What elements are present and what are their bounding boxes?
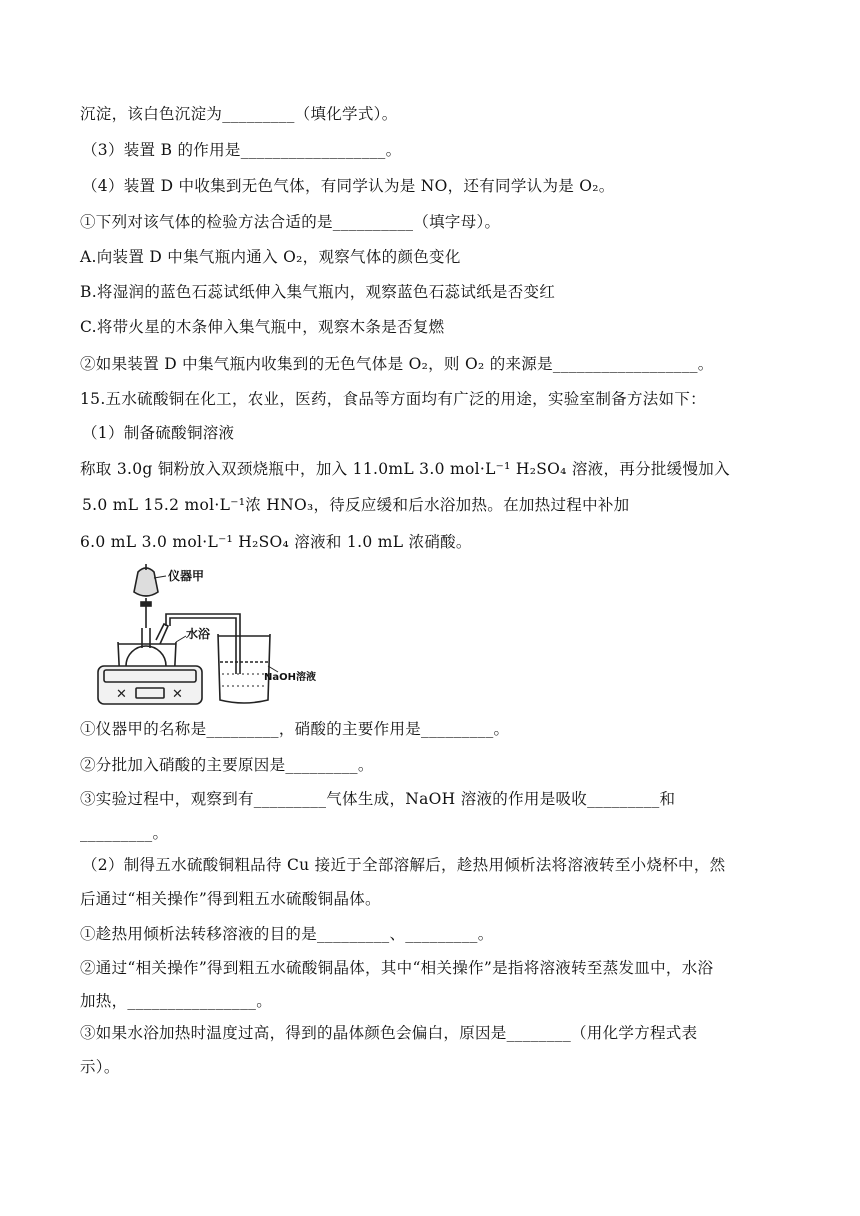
text-line-20: ①趁热用倾析法转移溶液的目的是_________、_________。	[80, 925, 494, 943]
text-line-21: ②通过“相关操作”得到粗五水硫酸铜晶体，其中“相关操作”是指将溶液转至蒸发皿中，水浴	[80, 959, 714, 977]
instrument-label: 仪器甲	[168, 569, 205, 583]
text-line-1: 沉淀，该白色沉淀为_________（填化学式）。	[80, 105, 398, 123]
text-line-23: ③如果水浴加热时温度过高，得到的晶体颜色会偏白，原因是________（用化学方程式表	[80, 1024, 698, 1042]
svg-text:✕: ✕	[116, 687, 127, 702]
text-line-18: （2）制得五水硫酸铜粗品待 Cu 接近于全部溶解后，趁热用倾析法将溶液转至小烧杯中，然	[82, 856, 726, 874]
text-line-2: （3）装置 B 的作用是__________________。	[82, 141, 402, 159]
text-line-15: ②分批加入硝酸的主要原因是_________。	[80, 756, 374, 774]
text-line-16: ③实验过程中，观察到有_________气体生成，NaOH 溶液的作用是吸收_________和	[80, 790, 676, 808]
text-line-12: 5.0 mL 15.2 mol·L⁻¹浓 HNO₃，待反应缓和后水浴加热。在加热过程中补加	[82, 496, 630, 514]
text-line-22: 加热，________________。	[80, 992, 273, 1010]
text-line-9: 15.五水硫酸铜在化工，农业，医药，食品等方面均有广泛的用途，实验室制备方法如下：	[80, 390, 706, 408]
text-line-11: 称取 3.0g 铜粉放入双颈烧瓶中，加入 11.0mL 3.0 mol·L⁻¹ H₂SO₄ 溶液，再分批缓慢加入	[80, 460, 730, 478]
text-line-4: ①下列对该气体的检验方法合适的是__________（填字母）。	[80, 213, 501, 231]
naoh-label: NaOH溶液	[264, 672, 316, 683]
text-line-6: B.将湿润的蓝色石蕊试纸伸入集气瓶内，观察蓝色石蕊试纸是否变红	[80, 283, 556, 301]
text-line-13: 6.0 mL 3.0 mol·L⁻¹ H₂SO₄ 溶液和 1.0 mL 浓硝酸。	[80, 533, 472, 551]
text-line-7: C.将带火星的木条伸入集气瓶中，观察木条是否复燃	[80, 318, 445, 336]
apparatus-figure	[94, 562, 324, 710]
text-line-24: 示）。	[80, 1058, 120, 1076]
text-line-8: ②如果装置 D 中集气瓶内收集到的无色气体是 O₂，则 O₂ 的来源是__________________。	[80, 355, 714, 373]
water-bath-label: 水浴	[186, 627, 211, 641]
svg-text:✕: ✕	[172, 687, 183, 702]
text-line-10: （1）制备硫酸铜溶液	[82, 424, 235, 442]
text-line-19: 后通过“相关操作”得到粗五水硫酸铜晶体。	[80, 890, 381, 908]
text-line-3: （4）装置 D 中收集到无色气体，有同学认为是 NO，还有同学认为是 O₂。	[82, 177, 615, 195]
text-line-5: A.向装置 D 中集气瓶内通入 O₂，观察气体的颜色变化	[80, 248, 461, 266]
text-line-17: _________。	[80, 824, 169, 842]
text-line-14: ①仪器甲的名称是_________，硝酸的主要作用是_________。	[80, 720, 510, 738]
